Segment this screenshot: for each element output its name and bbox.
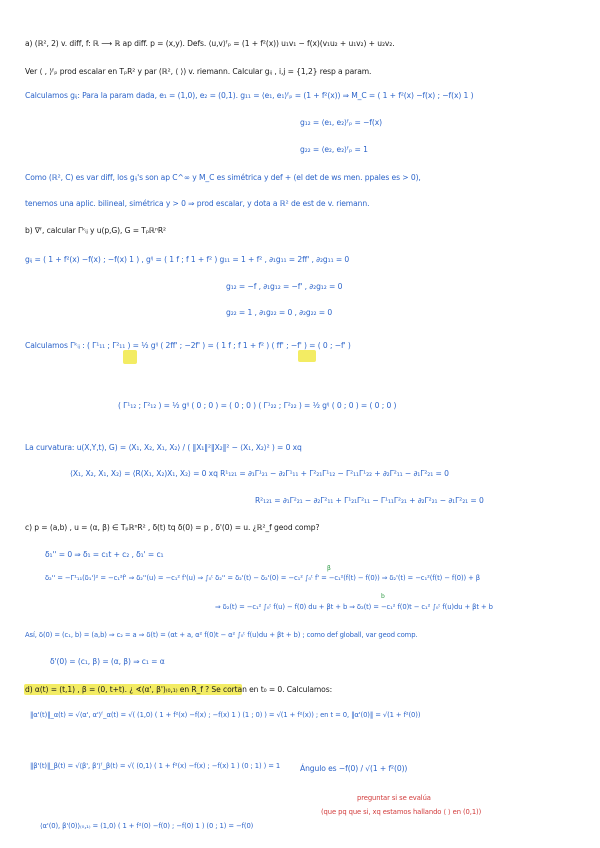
curvature-tensor-r2: R²₁₂₁ = ∂₁Γ²₂₁ − ∂₂Γ²₁₁ + Γ¹₂₁Γ²₁₁ − Γ¹₁₁Γ²₂₁ + ∂₂Γ²₂₁ − ∂₁Γ²₂₁ = 0 xyxy=(255,496,484,505)
geodesic-initial-velocity: δ'(0) = (c₁, β) = (α, β) ⇒ c₁ = α xyxy=(50,657,165,666)
curvature-formula: La curvatura: u(X,Y,t), G) = ⟨X₁, X₂, X₁, X₂⟩ / ( ‖X₁‖²‖X₂‖² − ⟨X₁, X₂⟩² ) = 0 xq xyxy=(25,443,302,452)
section-b-statement: b) ∇ᶠ, calcular Γᵏᵢⱼ y u(p,G), G = TₚℝⁿR² xyxy=(25,226,166,235)
geodesic-eq-3: ⇒ δ₂(t) = −c₁² ∫₀ᵗ f(u) − f(0) du + βt + b ⇒ δ₂(t) = −c₁² f(0)t − c₁² ∫₀ᵗ f(u)du + βt + b xyxy=(215,603,493,611)
highlight-minus-f-prime xyxy=(298,350,316,362)
metric-coefficient-g22: g₂₂ = ⟨e₂, e₂⟩ᶠₚ = 1 xyxy=(300,145,368,154)
annotation-b: b xyxy=(381,593,385,600)
derivatives-g12: g₁₂ = −f , ∂₁g₁₂ = −f' , ∂₂g₁₂ = 0 xyxy=(226,282,343,291)
highlight-gamma-2-11 xyxy=(123,350,137,364)
annotation-beta: β xyxy=(327,565,331,572)
section-d-statement: d) α(t) = (t,1) , β = (0, t+t). ¿ ∢(α', β')₍₀,₁₎ en R_f ? Se cortan en t₀ = 0. Calculamos: xyxy=(25,685,333,694)
geodesic-eq-2: δ₂'' = −Γ¹₁₁(δ₁')² = −c₁²f' ⇒ δ₂''(u) = −c₁² f'(u) ⇒ ∫₀ᵗ δ₂'' = δ₂'(t) − δ₂'(0) = −c₁² ∫₀ᵗ f' = −c₁²(f(t) − f(0)) ⇒ δ₂'(t) = −c₁²(f(t) − f(0)) + β xyxy=(45,574,481,582)
derivatives-g22: g₂₂ = 1 , ∂₁g₂₂ = 0 , ∂₂g₂₂ = 0 xyxy=(226,308,333,317)
metric-matrix-and-derivatives: gᵢⱼ = ( 1 + f²(x) −f(x) ; −f(x) 1 ) , gⁱʲ = ( 1 f ; f 1 + f² ) g₁₁ = 1 + f² , ∂₁g₁₁ = 2ff' , ∂₂g₁₁ = 0 xyxy=(25,255,350,264)
christoffel-gamma-12-22: ( Γ¹₁₂ ; Γ²₁₂ ) = ½ gⁱʲ ( 0 ; 0 ) = ( 0 ; 0 ) ( Γ¹₂₂ ; Γ²₂₂ ) = ½ gⁱʲ ( 0 ; 0 ) = ( 0 ; 0 ) xyxy=(118,401,397,410)
norm-beta: ‖β'(t)‖_β(t) = √⟨β', β'⟩ᶠ_β(t) = √( (0,1) ( 1 + f²(x) −f(x) ; −f(x) 1 ) (0 ; 1) ) = 1 xyxy=(30,762,281,770)
inner-product-alpha-beta: ⟨α'(0), β'(0)⟩₍₀,₁₎ = (1,0) ( 1 + f²(0) −f(0) ; −f(0) 1 ) (0 ; 1) = −f(0) xyxy=(40,822,254,830)
geodesic-eq-1: δ₁'' = 0 ⇒ δ₁ = c₁t + c₂ , δ₁' = c₁ xyxy=(45,550,164,559)
curvature-tensor-r1: ⟨X₁, X₂, X₁, X₂⟩ = ⟨R(X₁, X₂)X₁, X₂⟩ = 0 xq R¹₁₂₁ = ∂₁Γ¹₂₁ − ∂₂Γ¹₁₁ + Γ²₂₁Γ¹₁₂ − Γ²₁₁Γ¹₂₂ + ∂₂Γ²₁₁ − ∂₁Γ²₂₁ = 0 xyxy=(70,469,449,478)
note-answer: (que pq que si, xq estamos hallando ⟨ ⟩ en (0,1)) xyxy=(321,808,482,816)
metric-coefficient-g12: g₁₂ = ⟨e₁, e₂⟩ᶠₚ = −f(x) xyxy=(300,118,383,127)
section-a-statement: a) (ℝ², 2) v. diff, f: ℝ ⟶ ℝ ap diff. p = (x,y). Defs. ⟨u,v⟩ᶠₚ = (1 + f²(x)) u₁v₁ − f(x)(v₁u₂ + u₁v₂) + u₂v₂. xyxy=(25,39,395,48)
riemann-justification-1: Como (ℝ², C) es var diff, los gᵢⱼ's son ap C^∞ y M_C es simétrica y def + (el det de ws men. ppales es > 0), xyxy=(25,173,421,182)
geodesic-solution: Así, δ(0) = (c₁, b) = (a,b) ⇒ c₂ = a ⇒ δ(t) = (αt + a, α² f(0)t − α² ∫₀ᵗ f(u)du + βt + b) ; como def globall, var geod comp. xyxy=(25,631,418,639)
metric-coefficients-g11: Calculamos gᵢⱼ: Para la param dada, e₁ = (1,0), e₂ = (0,1). g₁₁ = ⟨e₁, e₁⟩ᶠₚ = (1 + f²(x)) ⇒ M_C = ( 1 + f²(x) −f(x) ; −f(x) 1 ) xyxy=(25,91,474,100)
section-c-statement: c) p = (a,b) , u = (α, β) ∈ TₚℝⁿR² , δ(t) tq δ(0) = p , δ'(0) = u. ¿ℝ²_f geod comp? xyxy=(25,523,320,532)
riemann-justification-2: tenemos una aplic. bilineal, simétrica y > 0 ⇒ prod escalar, y dota a ℝ² de est de v. riemann. xyxy=(25,199,370,208)
christoffel-gamma-11: Calculamos Γᵏᵢⱼ : ( Γ¹₁₁ ; Γ²₁₁ ) = ½ gⁱʲ ( 2ff' ; −2f' ) = ( 1 f ; f 1 + f² ) ( ff' ; −f' ) = ( 0 ; −f' ) xyxy=(25,341,351,350)
norm-alpha: ‖α'(t)‖_α(t) = √⟨α', α'⟩ᶠ_α(t) = √( (1,0) ( 1 + f²(x) −f(x) ; −f(x) 1 ) (1 ; 0) ) = √(1 + f²(x)) ; en t = 0, ‖α'(0)‖ = √(1 + f²(0)) xyxy=(30,711,421,719)
note-ask-evaluate: preguntar si se evalúa xyxy=(357,794,431,802)
section-a-task: Ver ⟨ , ⟩ᶠₚ prod escalar en TₚR² y par (ℝ², ⟨ ⟩) v. riemann. Calcular gᵢⱼ , i,j = {1,2} resp a param. xyxy=(25,67,372,76)
angle-result: Ángulo es −f(0) / √(1 + f²(0)) xyxy=(300,764,408,773)
